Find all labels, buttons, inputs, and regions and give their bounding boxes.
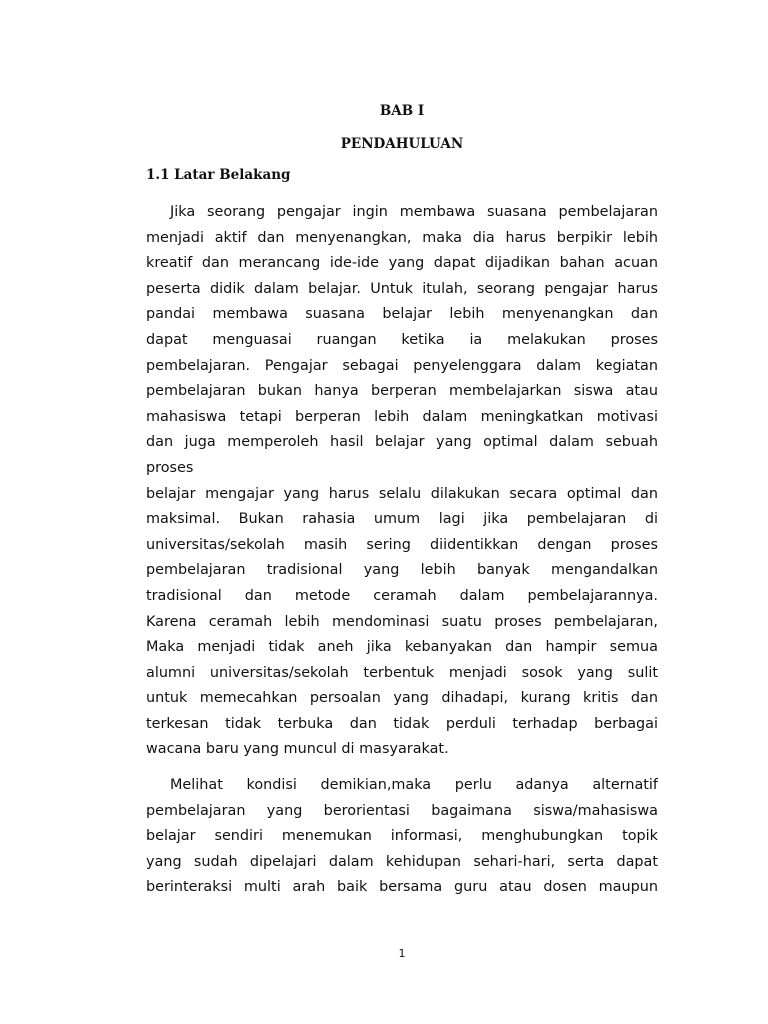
paragraph-line: belajar mengajar yang harus selalu dilakukan secara optimal dan (146, 485, 658, 502)
paragraph-line: wacana baru yang muncul di masyarakat. (146, 741, 449, 758)
paragraph-line: Jika seorang pengajar ingin membawa suasana pembelajaran (170, 204, 658, 220)
paragraph-line: pandai membawa suasana belajar lebih menyenangkan dan (146, 306, 658, 323)
page-number: 1 (398, 947, 406, 960)
paragraph-line: terkesan tidak terbuka dan tidak perduli terhadap berbagai (146, 715, 658, 732)
paragraph-line: pembelajaran. Pengajar sebagai penyelenggara dalam kegiatan (146, 357, 658, 374)
paragraph-line: belajar sendiri menemukan informasi, menghubungkan topik (146, 828, 658, 845)
paragraph-line: dapat menguasai ruangan ketika ia melakukan proses (146, 331, 658, 348)
paragraph-line: universitas/sekolah masih sering diidentikkan dengan proses (146, 536, 658, 553)
paragraph-line: pembelajaran yang berorientasi bagaimana siswa/mahasiswa (146, 802, 658, 819)
paragraph-line: mahasiswa tetapi berperan lebih dalam meningkatkan motivasi (146, 408, 658, 425)
paragraph-line: yang sudah dipelajari dalam kehidupan sehari-hari, serta dapat (146, 853, 658, 870)
paragraph-line: dan juga memperoleh hasil belajar yang optimal dalam sebuah (146, 434, 658, 451)
paragraph-line: Maka menjadi tidak aneh jika kebanyakan dan hampir semua (146, 639, 658, 656)
paragraph-line: berinteraksi multi arah baik bersama guru atau dosen maupun (146, 879, 658, 896)
paragraph-line: Karena ceramah lebih mendominasi suatu proses pembelajaran, (146, 613, 658, 630)
chapter-number: BAB I (379, 103, 425, 119)
chapter-title: PENDAHULUAN (340, 136, 464, 152)
paragraph-line: kreatif dan merancang ide-ide yang dapat dijadikan bahan acuan (146, 255, 658, 272)
paragraph-line: tradisional dan metode ceramah dalam pembelajarannya. (146, 587, 658, 604)
paragraph-line: pembelajaran bukan hanya berperan membelajarkan siswa atau (146, 383, 658, 400)
paragraph-line: alumni universitas/sekolah terbentuk menjadi sosok yang sulit (146, 664, 658, 681)
paragraph-line: pembelajaran tradisional yang lebih banyak mengandalkan (146, 562, 658, 579)
paragraph-line: proses (146, 459, 194, 476)
paragraph-line: menjadi aktif dan menyenangkan, maka dia harus berpikir lebih (146, 229, 658, 246)
paragraph-line: peserta didik dalam belajar. Untuk itulah, seorang pengajar harus (146, 280, 658, 297)
paragraph-line: Melihat kondisi demikian,maka perlu adanya alternatif (170, 777, 658, 793)
body-paragraph (146, 200, 658, 763)
paragraph-line: maksimal. Bukan rahasia umum lagi jika pembelajaran di (146, 511, 658, 528)
section-heading: 1.1 Latar Belakang (146, 167, 291, 183)
paragraph-line: untuk memecahkan persoalan yang dihadapi, kurang kritis dan (146, 690, 658, 707)
body-paragraph (146, 773, 658, 901)
